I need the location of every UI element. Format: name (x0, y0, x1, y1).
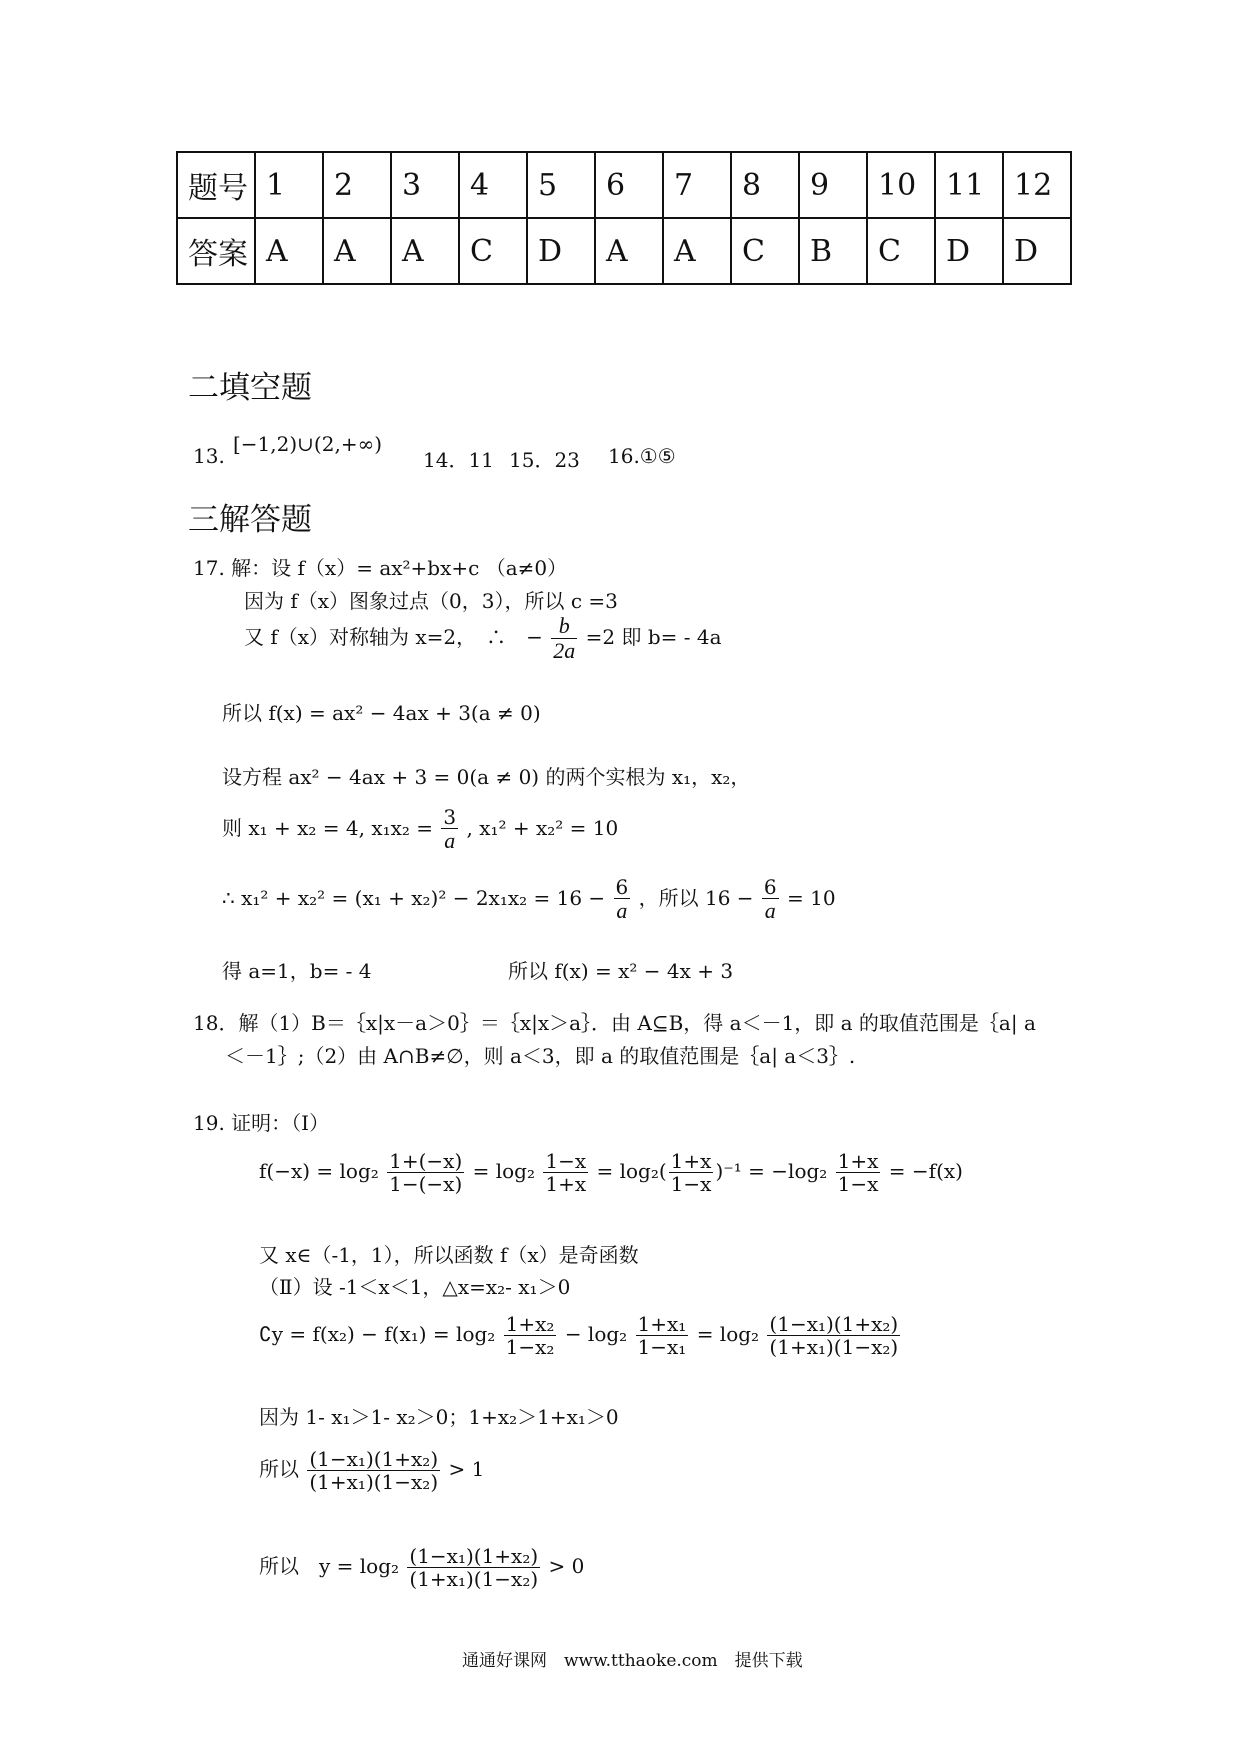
fraction-denominator: a (764, 898, 776, 923)
fraction-numerator: (1−x₁)(1+x₂) (409, 1544, 539, 1568)
q19-eq1-text: = −f(x) (888, 1159, 963, 1183)
fraction-denominator: 1−x (837, 1172, 879, 1196)
q13-answer: [−1,2)∪(2,+∞) (233, 432, 383, 456)
q19-eq2-text: = log₂ (696, 1322, 760, 1346)
q19-eq4-text: 所以 y = log₂ (259, 1554, 400, 1578)
fraction-numerator: 1+x₂ (505, 1312, 555, 1336)
q19-eq4 (259, 1545, 584, 1590)
fraction (836, 1150, 881, 1195)
fraction-numerator: 1+x₁ (637, 1312, 687, 1336)
fraction-denominator: (1+x₁)(1−x₂) (409, 1567, 539, 1591)
fraction (636, 1313, 689, 1358)
q19-eq4-text: > 0 (548, 1554, 585, 1578)
table-cell: 2 (323, 152, 391, 218)
q19-eq3 (259, 1448, 484, 1493)
fraction-denominator: 1−(−x) (389, 1172, 463, 1196)
table-cell: A (391, 218, 459, 284)
table-cell: 9 (799, 152, 867, 218)
q14-answer: 14．11 (423, 448, 494, 472)
fraction (441, 806, 458, 853)
fraction-numerator: 1+x (837, 1149, 879, 1173)
q19-eq1-text: = log₂ (472, 1159, 535, 1183)
table-cell: 6 (595, 152, 663, 218)
fraction-denominator: a (444, 828, 456, 853)
section-title-fill-blank: 二填空题 (188, 370, 312, 406)
table-cell: A (323, 218, 391, 284)
table-cell: 7 (663, 152, 731, 218)
q19-eq2-text: − log₂ (564, 1322, 628, 1346)
table-cell: A (595, 218, 663, 284)
fraction (543, 1150, 588, 1195)
fraction-numerator: (1−x₁)(1+x₂) (309, 1447, 439, 1471)
section-title-solutions: 三解答题 (188, 502, 312, 538)
q17-line8-left: 得 a=1，b= - 4 (222, 959, 372, 983)
q13-label: 13. (193, 444, 225, 468)
fraction-denominator: (1+x₁)(1−x₂) (309, 1470, 439, 1494)
table-cell: A (663, 218, 731, 284)
table-cell: A (255, 218, 323, 284)
q17-line5: 设方程 ax² − 4ax + 3 = 0(a ≠ 0) 的两个实根为 x₁，x₂， (222, 765, 751, 789)
q17-line6-text: , x₁² + x₂² = 10 (466, 816, 619, 841)
table-cell: 4 (459, 152, 527, 218)
q17-line7-text: = 10 (787, 886, 836, 911)
q19-eq1 (259, 1150, 963, 1195)
q18-line1: 18．解（1）B＝｛x|x－a＞0｝＝｛x|x＞a｝．由 A⊆B，得 a＜－1，即 a 的取值范围是｛a| a (193, 1011, 1036, 1035)
fraction-numerator: 1+x (670, 1149, 712, 1173)
page-footer: 通通好课网 www.tthaoke.com 提供下载 (462, 1651, 803, 1671)
q17-line7 (222, 876, 836, 923)
fraction-numerator: 6 (615, 875, 629, 899)
fraction-denominator: 1−x (670, 1172, 712, 1196)
q19-eq3-text: > 1 (448, 1457, 485, 1481)
table-cell: 10 (867, 152, 935, 218)
fraction (504, 1313, 557, 1358)
table-cell: 1 (255, 152, 323, 218)
table-cell: B (799, 218, 867, 284)
table-cell: C (459, 218, 527, 284)
q17-line3-text: 又 f（x）对称轴为 x=2， ∴ − (244, 625, 543, 650)
table-cell: D (935, 218, 1003, 284)
fraction (614, 876, 631, 923)
table-cell: 8 (731, 152, 799, 218)
q17-line7-text: ，所以 16 − (638, 886, 754, 911)
q19-eq2 (259, 1313, 902, 1358)
q17-line6-text: 则 x₁ + x₂ = 4, x₁x₂ = (222, 816, 434, 841)
q19-line2: 又 x∈（-1，1），所以函数 f（x）是奇函数 (259, 1243, 639, 1267)
q17-line7-text: ∴ x₁² + x₂² = (x₁ + x₂)² − 2x₁x₂ = 16 − (222, 886, 606, 911)
fraction-numerator: 1+(−x) (389, 1149, 463, 1173)
row-header: 题号 (177, 152, 255, 218)
fraction (307, 1448, 440, 1493)
q17-line4: 所以 f(x) = ax² − 4ax + 3(a ≠ 0) (222, 701, 541, 725)
fraction (762, 876, 779, 923)
q19-eq1-text: f(−x) = log₂ (259, 1159, 379, 1183)
q16-answer: 16.①⑤ (608, 444, 676, 468)
table-cell: C (731, 218, 799, 284)
fraction (387, 1150, 464, 1195)
q17-line2: 因为 f（x）图象过点（0，3），所以 c =3 (244, 589, 618, 613)
fraction-denominator: 1−x₁ (637, 1335, 687, 1359)
q18-line2: ＜－1｝;（2）由 A∩B≠∅，则 a＜3，即 a 的取值范围是｛a| a＜3｝. (225, 1044, 856, 1068)
fraction-denominator: 1+x (545, 1172, 587, 1196)
fraction (551, 614, 577, 663)
fraction-denominator: 2a (553, 638, 576, 664)
table-cell: 12 (1003, 152, 1071, 218)
fraction-denominator: 1−x₂ (505, 1335, 555, 1359)
table-row (177, 218, 1071, 284)
fraction (669, 1150, 714, 1195)
table-cell: D (527, 218, 595, 284)
fraction-denominator: a (616, 898, 628, 923)
fraction-numerator: 3 (443, 805, 457, 829)
q17-line3 (244, 614, 722, 663)
q17-line3-text: =2 即 b= - 4a (585, 625, 722, 650)
fraction (407, 1545, 540, 1590)
q19-eq1-text: = log₂( (596, 1159, 667, 1183)
q19-eq2-text: ∁y = f(x₂) − f(x₁) = log₂ (259, 1322, 496, 1346)
row-header: 答案 (177, 218, 255, 284)
q19-line1: 19. 证明：（Ⅰ） (193, 1111, 330, 1135)
q17-line1: 17. 解：设 f（x）= ax²+bx+c （a≠0） (193, 556, 568, 580)
q15-answer: 15．23 (509, 448, 580, 472)
table-row (177, 152, 1071, 218)
fraction-numerator: 1−x (545, 1149, 587, 1173)
q17-line6 (222, 806, 618, 853)
fraction-numerator: 6 (763, 875, 777, 899)
answer-table (176, 151, 1072, 285)
fraction-denominator: (1+x₁)(1−x₂) (769, 1335, 899, 1359)
table-cell: D (1003, 218, 1071, 284)
q19-eq3-text: 所以 (259, 1457, 299, 1481)
q19-line3: （Ⅱ）设 -1＜x＜1，△x=x₂- x₁＞0 (259, 1275, 571, 1299)
q17-line8-right: 所以 f(x) = x² − 4x + 3 (508, 959, 734, 983)
q19-eq1-text: )⁻¹ = −log₂ (715, 1159, 828, 1183)
fraction-numerator: (1−x₁)(1+x₂) (769, 1312, 899, 1336)
table-cell: 3 (391, 152, 459, 218)
table-cell: 11 (935, 152, 1003, 218)
fraction-numerator: b (551, 614, 577, 639)
fraction (767, 1313, 900, 1358)
q19-line4: 因为 1- x₁＞1- x₂＞0；1+x₂＞1+x₁＞0 (259, 1405, 619, 1429)
table-cell: 5 (527, 152, 595, 218)
table-cell: C (867, 218, 935, 284)
